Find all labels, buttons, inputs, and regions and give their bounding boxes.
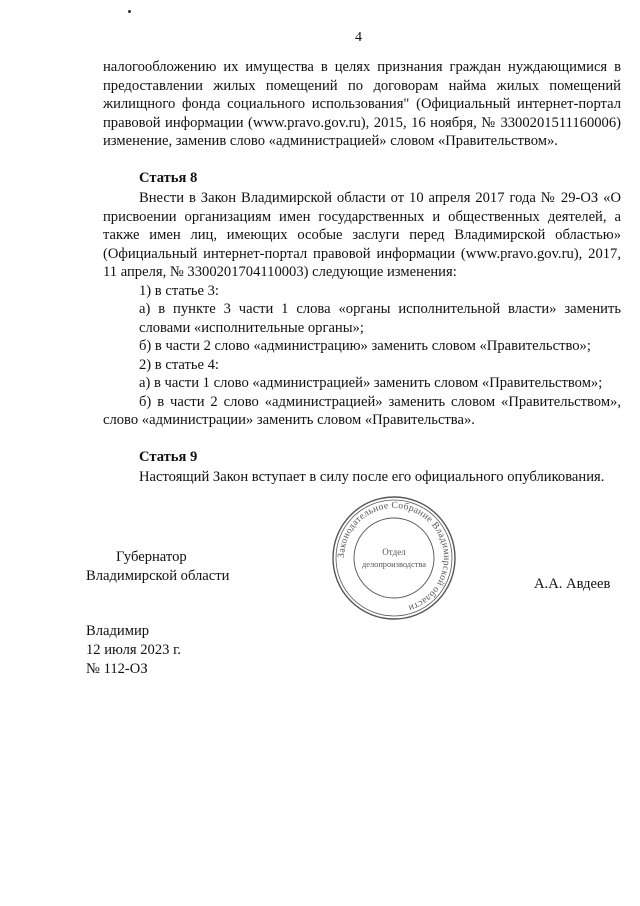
date: 12 июля 2023 г. — [86, 642, 182, 658]
article-8-item: б) в части 2 слово «администрацию» заменить словом «Правительство»; — [139, 338, 591, 354]
city: Владимир — [86, 623, 150, 639]
article-9-title: Статья 9 — [139, 448, 198, 465]
document-body — [103, 58, 621, 487]
official-stamp — [330, 494, 458, 622]
signer-name: А.А. Авдеев — [534, 576, 611, 592]
governor-region: Владимирской области — [86, 567, 230, 584]
governor-title: Губернатор — [116, 549, 187, 565]
law-number: № 112-ОЗ — [86, 661, 148, 677]
article-8-item: б) в части 2 слово «администрацией» заменить словом «Правительством», слово «администрации» заменить словом «Правительства». — [103, 393, 621, 428]
article-9-text: Настоящий Закон вступает в силу после его официального опубликования. — [139, 469, 605, 485]
stamp-inner-ring — [354, 518, 434, 598]
article-8-item: 2) в статье 4: — [139, 356, 219, 373]
stamp-outer-ring — [333, 497, 455, 619]
article-8-item: а) в пункте 3 части 1 слова «органы исполнительной власти» заменить словами «исполнительные органы»; — [139, 301, 621, 336]
stamp-ring-text: Законодательное Собрание Владимирской области — [335, 499, 453, 614]
intro-paragraph: налогообложению их имущества в целях признания граждан нуждающимися в предоставлении жилых помещений по договорам найма жилых помещений жилищного фонда социального использования" (Официальный интернет-портал правовой информации (www.pravo.gov.ru), 2015, 16 ноября, № 3300201511160006) изменение, заменив слово «администрацией» словом «Правительством». — [103, 59, 621, 149]
stamp-center-line1: Отдел — [382, 547, 406, 557]
page-number: 4 — [355, 30, 362, 45]
place-date-block — [86, 622, 181, 679]
article-8-item: а) в части 1 слово «администрацией» заменить словом «Правительством»; — [139, 375, 603, 391]
governor-signature-block — [86, 548, 229, 585]
scan-speck — [128, 10, 131, 13]
article-8-title: Статья 8 — [139, 169, 198, 186]
article-8-intro: Внести в Закон Владимирской области от 10 апреля 2017 года № 29-ОЗ «О присвоении организациям имен государственных и общественных деятелей, а также имен лиц, имеющих особые заслуги перед Владимирской областью» (Официальный интернет-портал правовой информации (www.pravo.gov.ru), 2017, 11 апреля, № 3300201704110003) следующие изменения: — [103, 190, 621, 280]
stamp-center-line2: делопроизводства — [361, 560, 427, 569]
article-8-item: 1) в статье 3: — [139, 282, 219, 299]
